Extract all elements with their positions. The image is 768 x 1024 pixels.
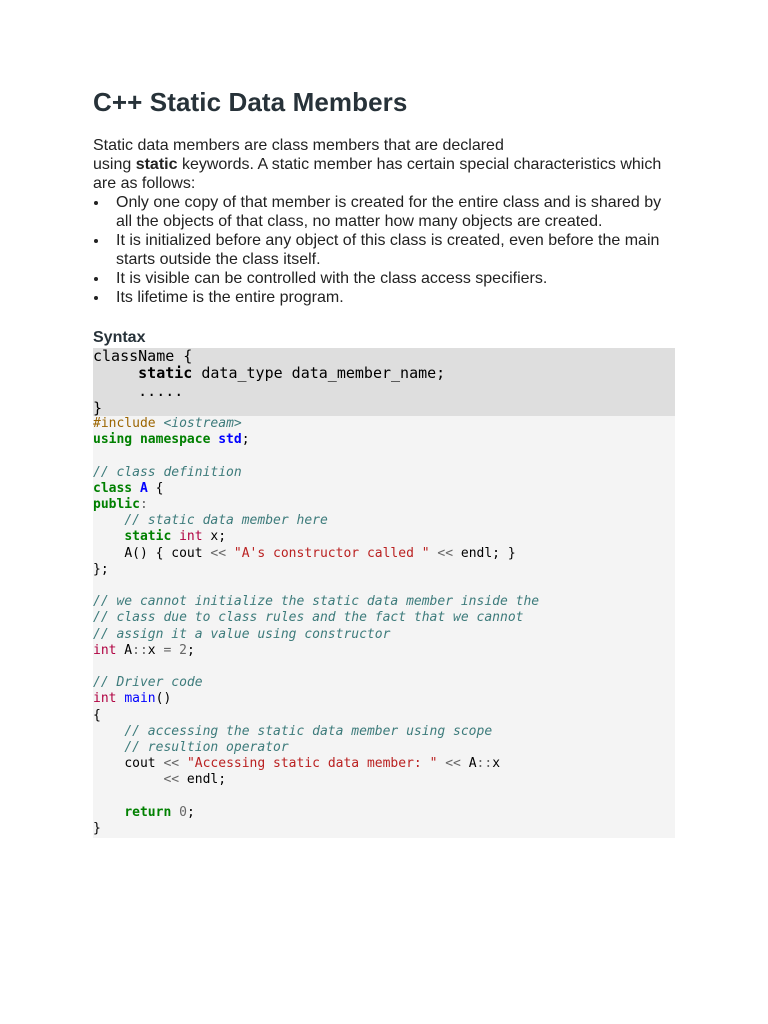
code-comment: // class definition xyxy=(93,464,242,480)
code-comment: // resultion operator xyxy=(124,740,289,756)
code-punct: { xyxy=(93,707,101,723)
code-function-name: main xyxy=(124,691,156,707)
intro-keyword: static xyxy=(135,156,178,173)
page-title: C++ Static Data Members xyxy=(93,87,408,117)
code-comment: // accessing the static data member using scope xyxy=(124,723,493,739)
list-item: It is visible can be controlled with the class access specifiers. xyxy=(116,269,675,288)
intro-text-after: keywords. A static member has certain special characteristics which are as follows: xyxy=(93,156,662,192)
code-text: cout xyxy=(124,756,164,772)
code-text: endl; xyxy=(179,772,227,788)
code-namespace: std xyxy=(218,432,242,448)
code-keyword: return xyxy=(124,804,180,820)
code-punct: { xyxy=(147,480,164,496)
syntax-code-block xyxy=(93,348,675,416)
code-comment: // we cannot initialize the static data member inside the xyxy=(93,594,540,610)
code-line: className { xyxy=(93,348,193,365)
code-text: x xyxy=(492,756,501,772)
code-operator: << xyxy=(163,772,180,788)
code-operator: << xyxy=(445,756,461,772)
article xyxy=(93,84,675,838)
code-operator: :: xyxy=(476,756,493,772)
code-operator: << xyxy=(437,545,454,561)
code-indent xyxy=(93,364,138,382)
code-operator: :: xyxy=(132,642,148,658)
example-code-block xyxy=(93,416,675,838)
code-text: x; xyxy=(202,529,227,545)
code-text: A xyxy=(460,756,477,772)
code-comment: // static data member here xyxy=(124,513,328,529)
code-punct: () xyxy=(155,691,172,707)
code-punct: ; xyxy=(241,432,250,448)
code-line: ..... xyxy=(93,381,184,400)
feature-list xyxy=(93,193,675,307)
code-comment: // assign it a value using constructor xyxy=(93,626,391,642)
syntax-heading: Syntax xyxy=(93,329,146,346)
code-keyword: static xyxy=(124,529,180,545)
code-keyword: using namespace xyxy=(93,432,219,448)
code-type: int xyxy=(179,529,203,545)
list-item: Its lifetime is the entire program. xyxy=(116,288,675,307)
code-keyword: class xyxy=(93,480,140,496)
code-preprocessor: #include xyxy=(93,416,164,431)
code-string: "A's constructor called " xyxy=(233,545,430,561)
intro-text: Static data members are class members that are declared xyxy=(93,137,504,154)
code-text: A() { cout xyxy=(124,545,211,561)
code-text: A xyxy=(116,642,133,658)
code-punct: } xyxy=(93,821,101,837)
code-comment: // Driver code xyxy=(93,675,203,691)
code-comment: // class due to class rules and the fact that we cannot xyxy=(93,610,524,626)
code-punct: ; xyxy=(186,804,195,820)
code-line: } xyxy=(93,398,103,416)
code-keyword: static xyxy=(138,364,193,383)
code-type: int xyxy=(93,691,117,707)
code-number: 0 xyxy=(179,804,187,820)
code-type: int xyxy=(93,642,117,658)
code-punct: }; xyxy=(93,561,109,577)
code-punct: ; xyxy=(186,642,195,658)
list-item: It is initialized before any object of this class is created, even before the main starts outside the class itself. xyxy=(116,231,675,269)
code-string: "Accessing static data member: " xyxy=(186,756,438,772)
intro-using: using xyxy=(93,156,136,173)
code-operator: << xyxy=(163,756,180,772)
code-line: data_type data_member_name; xyxy=(192,364,446,383)
list-item: Only one copy of that member is created for the entire class and is shared by all the objects of that class, no matter how many objects are created. xyxy=(116,193,675,231)
code-class-name: A xyxy=(139,480,148,496)
code-punct: : xyxy=(139,497,148,513)
code-operator: = xyxy=(163,642,172,658)
code-text: x xyxy=(147,642,164,658)
code-operator: << xyxy=(210,545,227,561)
code-keyword: public xyxy=(93,497,140,513)
code-number: 2 xyxy=(179,642,187,658)
code-text: endl; } xyxy=(453,545,516,561)
intro-paragraph xyxy=(93,136,675,193)
code-include-file: <iostream> xyxy=(163,416,242,431)
